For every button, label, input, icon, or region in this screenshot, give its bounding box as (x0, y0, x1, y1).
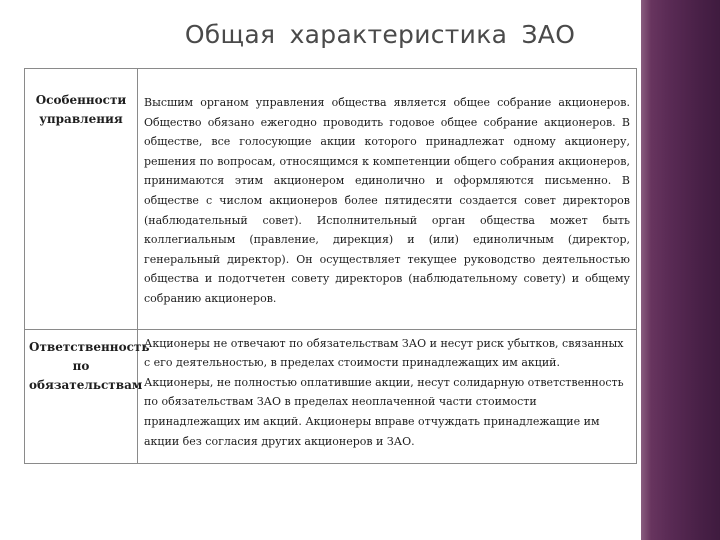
slide-title: Общая характеристика ЗАО (184, 20, 576, 49)
row-text: Высшим органом управления общества является общее собрание акционеров. Общество обязано ежегодно проводить годовое общее собрание акционеров. В обществе, все голосующие акции которого принадлежат одному акционеру, решения по вопросам, относящимся к компетенции общего собрания акционеров, принимаются этим акционером единолично и оформляются письменно. В обществе с числом акционеров более пятидесяти создается совет директоров (наблюдательный совет). Исполнительный орган общества может быть коллегиальным (правление, дирекция) и (или) единоличным (директор, генеральный директор). Он осуществляет текущее руководство деятельностью общества и подотчетен совету директоров (наблюдательному совету) и общему собранию акционеров. (144, 96, 630, 305)
row-text: Акционеры не отвечают по обязательствам ЗАО и несут риск убытков, связанных с его деятельностью, в пределах стоимости принадлежащих им акций. Акционеры, не полностью оплатившие акции, несут солидарную ответственность по обязательствам ЗАО в пределах неоплаченной части стоимости принадлежащих им акций. Акционеры вправе отчуждать принадлежащие им акции без согласия других акционеров и ЗАО. (144, 336, 624, 448)
table-row (25, 329, 637, 464)
characteristics-table (24, 68, 637, 464)
row-heading-cell (25, 329, 150, 464)
row-text-cell (138, 329, 637, 464)
row-heading-cell (25, 69, 138, 330)
row-heading: Особенности управления (35, 93, 127, 126)
table-row (25, 69, 637, 330)
row-text-cell (138, 69, 637, 330)
decorative-side-band (641, 0, 720, 540)
row-heading: Ответственность по обязательствам (29, 339, 150, 392)
